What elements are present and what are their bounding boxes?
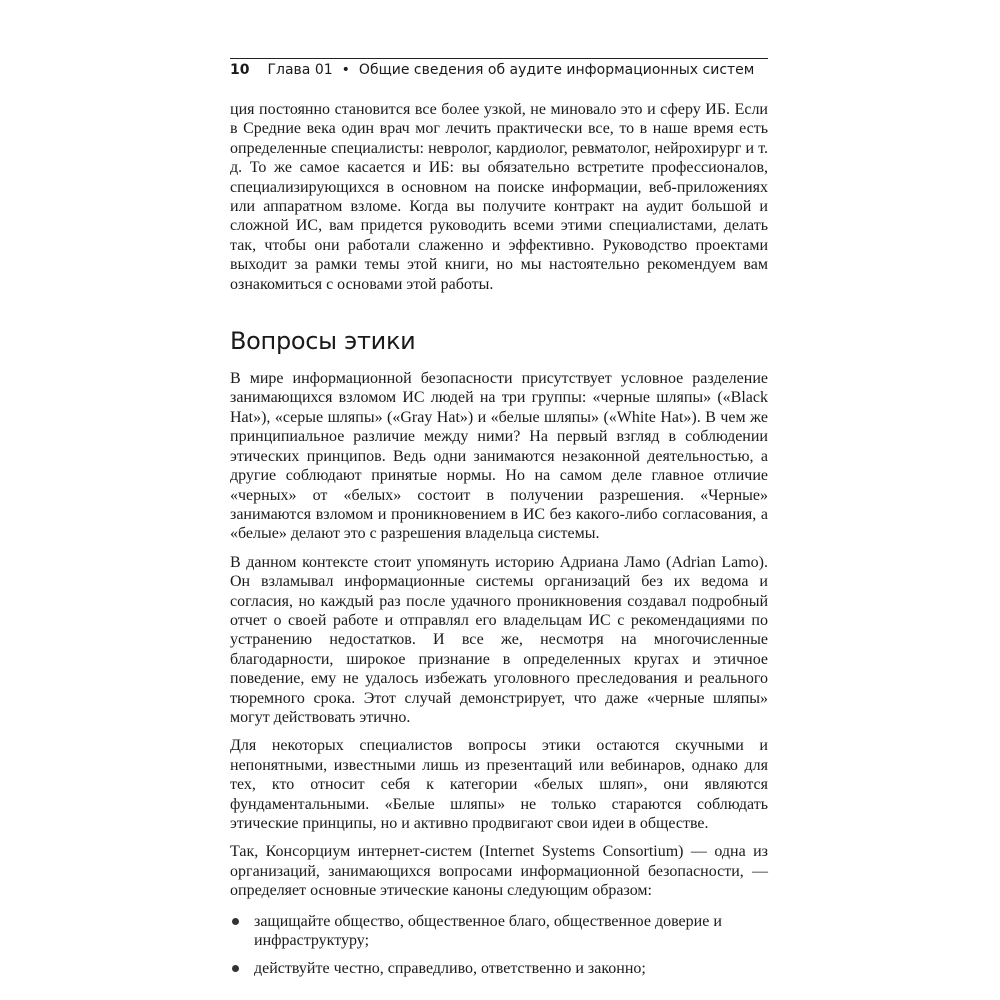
- page-body: [230, 100, 768, 979]
- header-rule: [230, 58, 768, 59]
- chapter-label: Глава 01: [267, 62, 333, 78]
- bullet-list: [230, 912, 768, 979]
- bullet-icon: [232, 965, 239, 972]
- list-item-text: действуйте честно, справедливо, ответственно и законно;: [254, 960, 646, 978]
- header-separator: •: [341, 62, 350, 78]
- running-header: [230, 58, 768, 80]
- paragraph-4: Так, Консорциум интернет-систем (Internet Systems Consortium) — одна из организаций, занимающихся вопросами информационной безопасности, — определяет основные этические каноны следующим образом:: [230, 843, 768, 900]
- section-heading: Вопросы этики: [230, 327, 416, 356]
- bullet-icon: [232, 918, 239, 925]
- page-number: 10: [230, 62, 250, 78]
- list-item-text: защищайте общество, общественное благо, общественное доверие и инфраструктуру;: [254, 912, 722, 950]
- header-text: [230, 62, 754, 78]
- paragraph-3: Для некоторых специалистов вопросы этики остаются скучными и непонятными, известными лишь из презентаций или вебинаров, однако для тех, кто относит себя к категории «белых шляп», они являются фундаментальными. «Белые шляпы» не только стараются соблюдать этические принципы, но и активно продвигают свои идеи в обществе.: [230, 737, 768, 832]
- list-item: [230, 912, 768, 951]
- intro-paragraph: ция постоянно становится все более узкой, не миновало это и сферу ИБ. Если в Средние века один врач мог лечить практически все, то в наше время есть определенные специалисты: невролог, кардиолог, ревматолог, нейрохирург и т. д. То же самое касается и ИБ: вы обязательно встретите профессионалов, специализирующихся в основном на поиске информации, веб-приложениях или аппаратном взломе. Когда вы получите контракт на аудит большой и сложной ИС, вам придется руководить всеми этими специалистами, делать так, чтобы они работали слаженно и эффективно. Руководство проектами выходит за рамки темы этой книги, но мы настоятельно рекомендуем вам ознакомиться с основами этой работы.: [230, 101, 768, 293]
- list-item: [230, 959, 768, 978]
- paragraph-2: В данном контексте стоит упомянуть историю Адриана Ламо (Adrian Lamo). Он взламывал информационные системы организаций без их ведома и согласия, но каждый раз после удачного проникновения создавал подробный отчет о своей работе и отправлял его владельцам ИС с рекомендациями по устранению недостатков. И все же, несмотря на многочисленные благодарности, широкое признание в определенных кругах и этичное поведение, ему не удалось избежать уголовного преследования и реального тюремного срока. Этот случай демонстрирует, что даже «черные шляпы» могут действовать этично.: [230, 553, 768, 726]
- paragraph-1: В мире информационной безопасности присутствует условное разделение занимающихся взломом ИС людей на три группы: «черные шляпы» («Black Hat»), «серые шляпы» («Gray Hat») и «белые шляпы» («White Hat»). В чем же принципиальное различие между ними? На первый взгляд в соблюдении этических принципов. Ведь одни занимаются незаконной деятельностью, а другие соблюдают принятые нормы. Но на самом деле главное отличие «черных» от «белых» состоит в получении разрешения. «Черные» занимаются взломом и проникновением в ИС без какого-либо согласования, а «белые» делают это с разрешения владельца системы.: [230, 370, 768, 543]
- chapter-title: Общие сведения об аудите информационных систем: [358, 62, 755, 78]
